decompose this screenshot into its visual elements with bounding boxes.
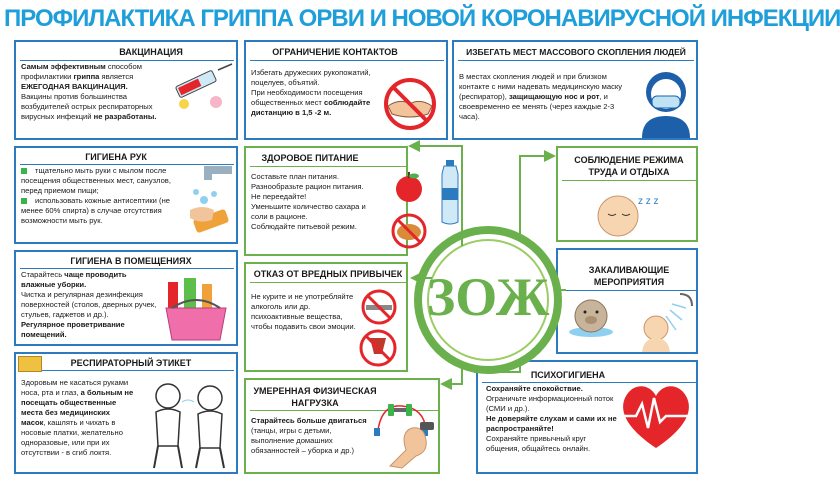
regime-heading: СОБЛЮДЕНИЕ РЕЖИМА ТРУДА И ОТДЫХА — [574, 155, 684, 177]
rooms-heading: ГИГИЕНА В ПОМЕЩЕНИЯХ — [70, 256, 192, 266]
page-title: ПРОФИЛАКТИКА ГРИППА ОРВИ И НОВОЙ КОРОНАВИРУСНОЙ ИНФЕКЦИИ — [4, 5, 840, 32]
nutrition-line: Разнообразьте рацион питания. — [251, 182, 364, 191]
hardening-heading: ЗАКАЛИВАЮЩИЕ МЕРОПРИЯТИЯ — [588, 265, 670, 287]
habits-text: Не курите и не употребляйте алкоголь или др. психоактивные вещества, чтобы подавить свои эмоции. — [251, 292, 356, 331]
rooms-text: Старайтесь чаще проводить влажные уборки. Чистка и регулярная дезинфекция поверхностей (столов, дверных ручек, стульев, гаджетов и др.). Регулярное проветривание помещений. — [21, 270, 157, 339]
crowds-text: В местах скопления людей и при близком контакте с ними надевать медицинскую маску (респиратор), защищающую нос и рот, и своевременно ее менять (через каждые 2-3 часа). — [459, 72, 623, 121]
center-label: ЗОЖ — [426, 267, 550, 327]
nutrition-line: Соблюдайте питьевой режим. — [251, 222, 357, 231]
vaccination-heading: ВАКЦИНАЦИЯ — [119, 47, 183, 57]
nutrition-line: Уменьшите количество сахара и соли в рационе. — [251, 202, 366, 221]
psycho-text: Сохраняйте спокойствие. Ограничьте информационный поток (СМИ и др.). Не доверяйте слухам и сами их не распространяйте! Сохраняйте привычный круг общения, общайтесь онлайн. — [486, 384, 617, 453]
crowds-heading: ИЗБЕГАТЬ МЕСТ МАССОВОГО СКОПЛЕНИЯ ЛЮДЕЙ — [466, 47, 686, 57]
contacts-text: Избегать дружеских рукопожатий, поцелуев, объятий. При необходимости посещения общественных мест соблюдайте дистанцию в 1,5 -2 м. — [251, 68, 371, 117]
nutrition-line: Не переедайте! — [251, 192, 307, 201]
hands-text: тщательно мыть руки с мылом после посещения общественных мест, санузлов, перед приемом пищи; использовать кожные антисептики (не менее 60% спирта) в случае отсутствия возможности мыть рук. — [21, 166, 171, 225]
activity-text: Старайтесь больше двигаться (танцы, игры с детьми, выполнение домашних обязанностей – уборка и др.) — [251, 416, 367, 455]
nutrition-heading: ЗДОРОВОЕ ПИТАНИЕ — [261, 153, 359, 163]
etiquette-text: Здоровым не касаться руками носа, рта и глаз, а больным не посещать общественные места без медицинских масок, кашлять и чихать в носовые платки, желательно одноразовые, или при их отсутствии - в сгиб локтя. — [21, 378, 134, 457]
nutrition-line: Составьте план питания. — [251, 172, 339, 181]
contacts-heading: ОГРАНИЧЕНИЕ КОНТАКТОВ — [272, 47, 398, 57]
etiquette-heading: РЕСПИРАТОРНЫЙ ЭТИКЕТ — [70, 358, 192, 368]
hands-heading: ГИГИЕНА РУК — [85, 152, 147, 162]
activity-heading: УМЕРЕННАЯ ФИЗИЧЕСКАЯ НАГРУЗКА — [253, 386, 377, 408]
psycho-heading: ПСИХОГИГИЕНА — [530, 370, 606, 380]
habits-heading: ОТКАЗ ОТ ВРЕДНЫХ ПРИВЫЧЕК — [253, 269, 403, 279]
vaccination-text: Самым эффективным способом профилактики гриппа является ЕЖЕГОДНАЯ ВАКЦИНАЦИЯ. Вакцины против большинства возбудителей острых респираторных вирусных инфекций не разработаны. — [21, 62, 157, 121]
svg-text:z z z: z z z — [638, 196, 659, 207]
